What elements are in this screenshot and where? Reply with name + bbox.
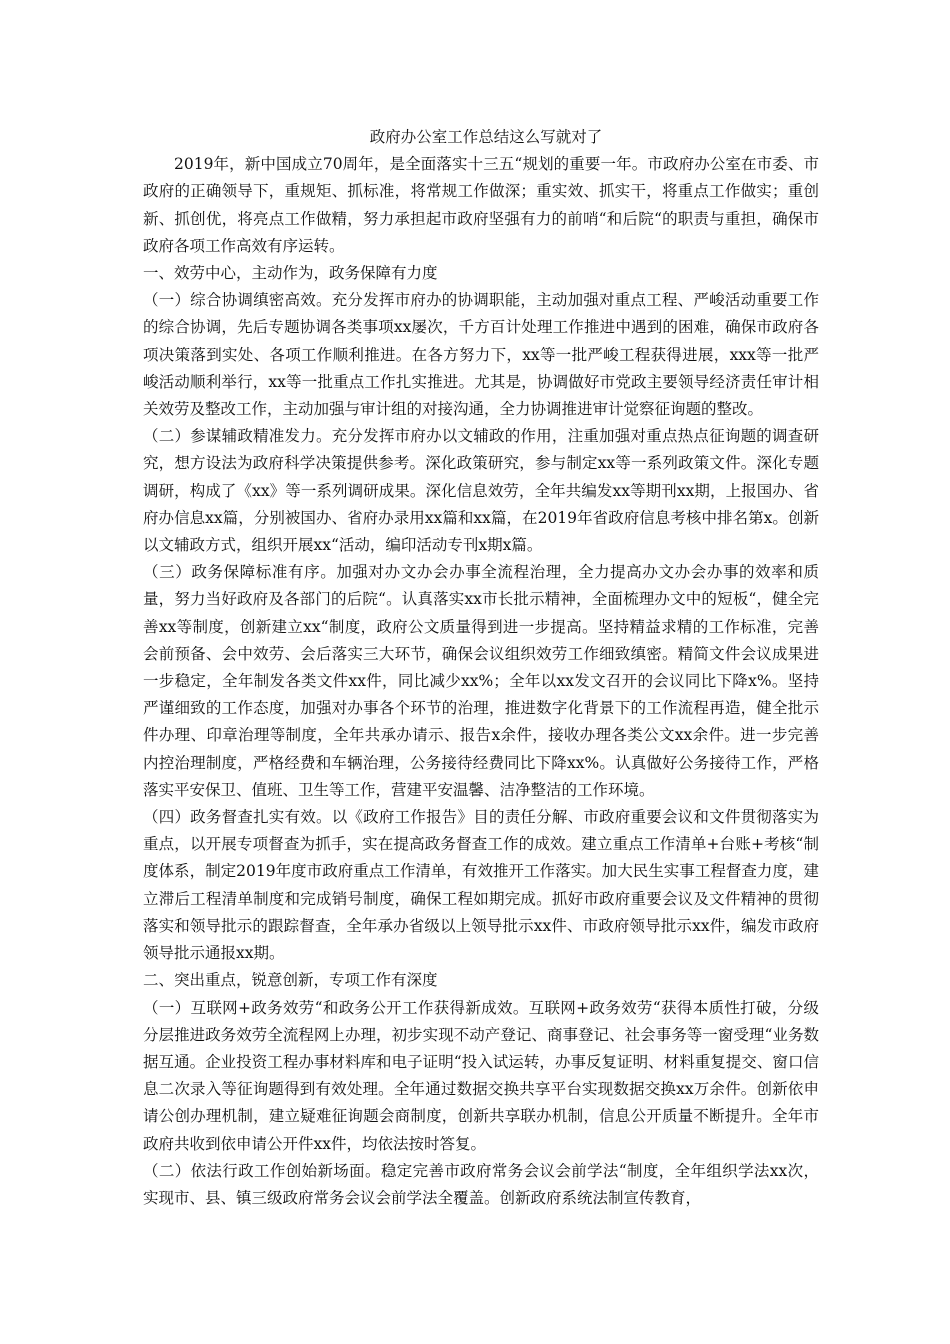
document-body bbox=[143, 124, 819, 1212]
document-title: 政府办公室工作总结这么写就对了 bbox=[369, 128, 603, 146]
section-1-paragraph-1: （一）综合协调缜密高效。充分发挥市府办的协调职能，主动加强对重点工程、严峻活动重要工作的综合协调，先后专题协调各类事项xx屡次，千方百计处理工作推进中遇到的困难，确保市政府各项决策落到实处、各项工作顺利推进。在各方努力下，xx等一批严峻工程获得进展，xxx等一批严峻活动顺利举行，xx等一批重点工作扎实推进。尤其是，协调做好市党政主要领导经济责任审计相关效劳及整改工作，主动加强与审计组的对接沟通，全力协调推进审计觉察征询题的整改。 bbox=[143, 291, 819, 419]
section-2-heading: 二、突出重点，锐意创新，专项工作有深度 bbox=[143, 971, 438, 990]
section-1-heading: 一、效劳中心，主动作为，政务保障有力度 bbox=[143, 264, 438, 283]
section-2-paragraph-1: （一）互联网+政务效劳“和政务公开工作获得新成效。互联网+政务效劳“获得本质性打破，分级分层推进政务效劳全流程网上办理，初步实现不动产登记、商事登记、社会事务等一窗受理“业务数据互通。企业投资工程办事材料库和电子证明“投入试运转，办事反复证明、材料重复提交、窗口信息二次录入等征询题得到有效处理。全年通过数据交换共享平台实现数据交换xx万余件。创新依申请公创办理机制，建立疑难征询题会商制度，创新共享联办机制，信息公开质量不断提升。全年市政府共收到依申请公开件xx件，均依法按时答复。 bbox=[143, 998, 819, 1153]
section-2-paragraph-2: （二）依法行政工作创始新场面。稳定完善市政府常务会议会前学法“制度，全年组织学法xx次，实现市、县、镇三级政府常务会议会前学法全覆盖。创新政府系统法制宣传教育， bbox=[143, 1161, 819, 1207]
section-1-paragraph-4: （四）政务督查扎实有效。以《政府工作报告》目的责任分解、市政府重要会议和文件贯彻落实为重点，以开展专项督查为抓手，实在提高政务督查工作的成效。建立重点工作清单+台账+考核“制度体系，制定2019年度市政府重点工作清单，有效推开工作落实。加大民生实事工程督查力度，建立滞后工程清单制度和完成销号制度，确保工程如期完成。抓好市政府重要会议及文件精神的贯彻落实和领导批示的跟踪督查，全年承办省级以上领导批示xx件、市政府领导批示xx件，编发市政府领导批示通报xx期。 bbox=[143, 808, 819, 963]
section-1-paragraph-2: （二）参谋辅政精准发力。充分发挥市府办以文辅政的作用，注重加强对重点热点征询题的调查研究，想方设法为政府科学决策提供参考。深化政策研究，参与制定xx等一系列政策文件。深化专题调研，构成了《xx》等一系列调研成果。深化信息效劳，全年共编发xx等期刊xx期，上报国办、省府办信息xx篇，分别被国办、省府办录用xx篇和xx篇，在2019年省政府信息考核中排名第x。创新以文辅政方式，组织开展xx“活动，编印活动专刊x期x篇。 bbox=[143, 427, 819, 555]
intro-paragraph: 2019年，新中国成立70周年，是全面落实十三五“规划的重要一年。市政府办公室在市委、市政府的正确领导下，重规矩、抓标准，将常规工作做深；重实效、抓实干，将重点工作做实；重创新、抓创优，将亮点工作做精，努力承担起市政府坚强有力的前哨“和后院“的职责与重担，确保市政府各项工作高效有序运转。 bbox=[143, 155, 819, 255]
section-1-paragraph-3: （三）政务保障标准有序。加强对办文办会办事全流程治理，全力提高办文办会办事的效率和质量，努力当好政府及各部门的后院“。认真落实xx市长批示精神，全面梳理办文中的短板“，健全完善xx等制度，创新建立xx“制度，政府公文质量得到进一步提高。坚持精益求精的工作标准，完善会前预备、会中效劳、会后落实三大环节，确保会议组织效劳工作细致缜密。精简文件会议成果进一步稳定，全年制发各类文件xx件，同比减少xx%；全年以xx发文召开的会议同比下降x%。坚持严谨细致的工作态度，加强对办事各个环节的治理，推进数字化背景下的工作流程再造，健全批示件办理、印章治理等制度，全年共承办请示、报告x余件，接收办理各类公文xx余件。进一步完善内控治理制度，严格经费和车辆治理，公务接待经费同比下降xx%。认真做好公务接待工作，严格落实平安保卫、值班、卫生等工作，营建平安温馨、洁净整洁的工作环境。 bbox=[143, 563, 819, 799]
